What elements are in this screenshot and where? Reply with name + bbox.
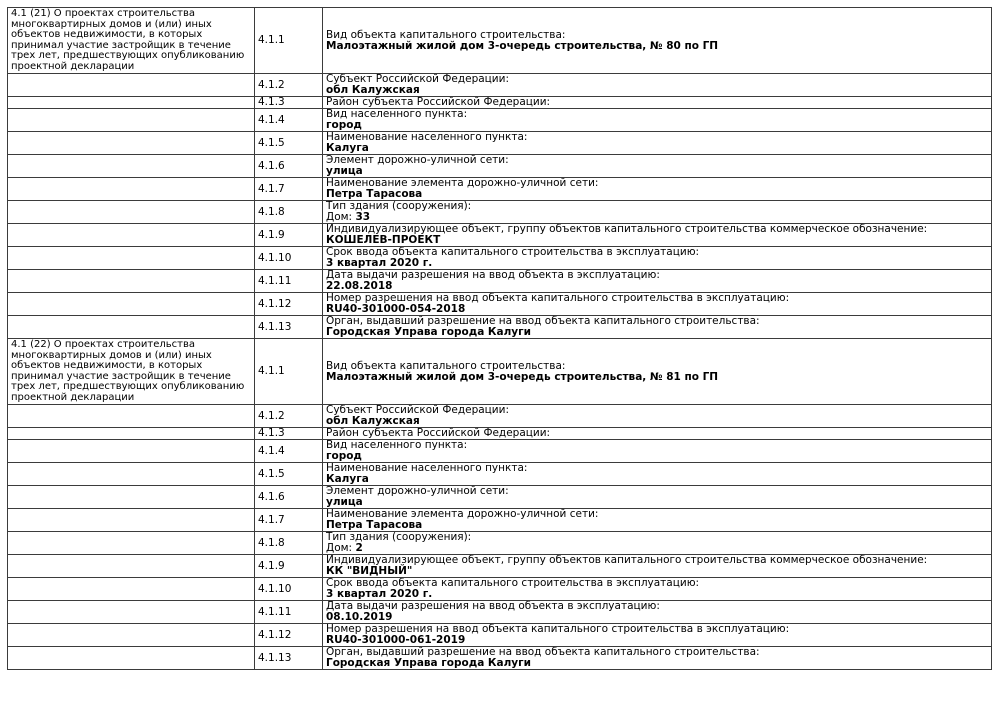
field-value — [326, 281, 989, 292]
row-content — [323, 624, 992, 647]
row-content — [323, 555, 992, 578]
field-label: Район субъекта Российской Федерации: — [326, 96, 551, 108]
field-label: Тип здания (сооружения): — [326, 200, 472, 212]
field-label: Орган, выдавший разрешение на ввод объекта капитального строительства: — [326, 646, 760, 658]
field-value-text: Петра Тарасова — [326, 519, 423, 531]
field-value — [326, 589, 989, 600]
row-code: 4.1.2 — [255, 74, 323, 97]
section-description-empty-cell — [8, 293, 255, 316]
field-label: Вид объекта капитального строительства: — [326, 28, 566, 41]
row-code: 4.1.4 — [255, 440, 323, 463]
section-description-empty-cell — [8, 486, 255, 509]
field-value-prefix: Дом: — [326, 211, 356, 223]
row-content — [323, 8, 992, 74]
field-value — [326, 235, 989, 246]
row-code: 4.1.1 — [255, 8, 323, 74]
section-description-empty-cell — [8, 224, 255, 247]
row-code: 4.1.7 — [255, 509, 323, 532]
field-label: Вид населенного пункта: — [326, 439, 468, 451]
field-value — [326, 212, 989, 223]
row-code: 4.1.7 — [255, 178, 323, 201]
field-value-text: 33 — [355, 211, 371, 223]
section-description-empty-cell — [8, 109, 255, 132]
field-value-text: RU40-301000-054-2018 — [326, 303, 466, 315]
section-description-empty-cell — [8, 247, 255, 270]
field-value-text: город — [326, 450, 362, 462]
field-value — [326, 372, 989, 383]
table-section — [8, 8, 992, 339]
field-label: Вид населенного пункта: — [326, 108, 468, 120]
field-label: Наименование элемента дорожно-уличной сети: — [326, 177, 599, 189]
field-value-text: 22.08.2018 — [326, 280, 393, 292]
table-row — [8, 578, 992, 601]
field-value — [326, 85, 989, 96]
field-value — [326, 612, 989, 623]
field-label: Наименование населенного пункта: — [326, 131, 528, 143]
row-content — [323, 578, 992, 601]
row-code: 4.1.8 — [255, 201, 323, 224]
field-value-text: улица — [326, 496, 363, 508]
field-value — [326, 41, 989, 52]
field-value — [326, 635, 989, 646]
field-value-text: Петра Тарасова — [326, 188, 423, 200]
table-row — [8, 201, 992, 224]
row-content — [323, 270, 992, 293]
field-value — [326, 416, 989, 427]
field-value — [326, 658, 989, 669]
row-content — [323, 601, 992, 624]
field-label: Вид объекта капитального строительства: — [326, 359, 566, 372]
row-content — [323, 224, 992, 247]
field-value-text: КОШЕЛЕВ-ПРОЕКТ — [326, 234, 441, 246]
row-code: 4.1.4 — [255, 109, 323, 132]
field-value — [326, 120, 989, 131]
field-value-text: 2 — [355, 542, 363, 554]
field-value-text: город — [326, 119, 362, 131]
section-description-empty-cell — [8, 74, 255, 97]
section-description-empty-cell — [8, 440, 255, 463]
row-code: 4.1.3 — [255, 97, 323, 109]
table-row — [8, 601, 992, 624]
table-row — [8, 155, 992, 178]
table-row — [8, 339, 992, 405]
field-value — [326, 327, 989, 338]
table-row — [8, 316, 992, 339]
row-content — [323, 428, 992, 440]
section-description-empty-cell — [8, 601, 255, 624]
row-content — [323, 405, 992, 428]
table-row — [8, 132, 992, 155]
field-value — [326, 304, 989, 315]
field-label: Элемент дорожно-уличной сети: — [326, 485, 509, 497]
row-content — [323, 178, 992, 201]
field-value — [326, 258, 989, 269]
table-row — [8, 463, 992, 486]
section-description-empty-cell — [8, 97, 255, 109]
field-label: Номер разрешения на ввод объекта капитального строительства в эксплуатацию: — [326, 292, 790, 304]
row-content — [323, 74, 992, 97]
row-content — [323, 463, 992, 486]
table-section — [8, 339, 992, 670]
row-content — [323, 486, 992, 509]
field-value — [326, 543, 989, 554]
table-row — [8, 270, 992, 293]
row-content — [323, 293, 992, 316]
field-label: Индивидуализирующее объект, группу объектов капитального строительства коммерческое обозначение: — [326, 223, 928, 235]
row-content — [323, 440, 992, 463]
field-value — [326, 566, 989, 577]
table-row — [8, 509, 992, 532]
field-value-text: обл Калужская — [326, 84, 420, 96]
field-value — [326, 143, 989, 154]
field-value-text: улица — [326, 165, 363, 177]
field-label: Номер разрешения на ввод объекта капитального строительства в эксплуатацию: — [326, 623, 790, 635]
row-code: 4.1.9 — [255, 224, 323, 247]
table-row — [8, 624, 992, 647]
section-description-empty-cell — [8, 555, 255, 578]
field-label: Элемент дорожно-уличной сети: — [326, 154, 509, 166]
field-value-text: Городская Управа города Калуги — [326, 326, 531, 338]
row-content — [323, 201, 992, 224]
table-row — [8, 428, 992, 440]
row-code: 4.1.11 — [255, 601, 323, 624]
table-row — [8, 97, 992, 109]
field-label: Субъект Российской Федерации: — [326, 73, 509, 85]
section-description-empty-cell — [8, 428, 255, 440]
field-value-text: Малоэтажный жилой дом 3-очередь строительства, № 80 по ГП — [326, 39, 719, 52]
section-description-empty-cell — [8, 578, 255, 601]
row-content — [323, 339, 992, 405]
field-label: Тип здания (сооружения): — [326, 531, 472, 543]
field-value-text: 3 квартал 2020 г. — [326, 257, 433, 269]
field-value-text: КК "ВИДНЫЙ" — [326, 565, 413, 577]
table-row — [8, 247, 992, 270]
section-description-empty-cell — [8, 647, 255, 670]
section-description-empty-cell — [8, 509, 255, 532]
field-label: Субъект Российской Федерации: — [326, 404, 509, 416]
field-value — [326, 474, 989, 485]
field-value — [326, 166, 989, 177]
field-value — [326, 520, 989, 531]
section-description-empty-cell — [8, 132, 255, 155]
row-code: 4.1.5 — [255, 463, 323, 486]
section-description-empty-cell — [8, 270, 255, 293]
table-row — [8, 178, 992, 201]
table-row — [8, 405, 992, 428]
row-code: 4.1.2 — [255, 405, 323, 428]
table-row — [8, 440, 992, 463]
table-row — [8, 647, 992, 670]
row-content — [323, 532, 992, 555]
field-label: Район субъекта Российской Федерации: — [326, 427, 551, 439]
row-code: 4.1.10 — [255, 247, 323, 270]
field-label: Дата выдачи разрешения на ввод объекта в эксплуатацию: — [326, 269, 660, 281]
field-label: Орган, выдавший разрешение на ввод объекта капитального строительства: — [326, 315, 760, 327]
table-row — [8, 486, 992, 509]
declaration-table — [7, 7, 992, 670]
field-value — [326, 189, 989, 200]
row-code: 4.1.11 — [255, 270, 323, 293]
table-row — [8, 8, 992, 74]
field-label: Наименование населенного пункта: — [326, 462, 528, 474]
field-value-text: Калуга — [326, 142, 369, 154]
table-row — [8, 224, 992, 247]
row-code: 4.1.8 — [255, 532, 323, 555]
section-description-empty-cell — [8, 178, 255, 201]
field-value-text: 3 квартал 2020 г. — [326, 588, 433, 600]
field-value-text: Калуга — [326, 473, 369, 485]
section-description-empty-cell — [8, 155, 255, 178]
section-description-empty-cell — [8, 405, 255, 428]
row-code: 4.1.6 — [255, 486, 323, 509]
field-label: Наименование элемента дорожно-уличной сети: — [326, 508, 599, 520]
field-label: Индивидуализирующее объект, группу объектов капитального строительства коммерческое обозначение: — [326, 554, 928, 566]
row-code: 4.1.3 — [255, 428, 323, 440]
table-row — [8, 555, 992, 578]
row-content — [323, 132, 992, 155]
table-row — [8, 293, 992, 316]
field-label: Срок ввода объекта капитального строительства в эксплуатацию: — [326, 577, 700, 589]
field-value-text: Малоэтажный жилой дом 3-очередь строительства, № 81 по ГП — [326, 370, 719, 383]
field-value-text: RU40-301000-061-2019 — [326, 634, 466, 646]
field-label: Срок ввода объекта капитального строительства в эксплуатацию: — [326, 246, 700, 258]
row-content — [323, 247, 992, 270]
section-description: 4.1 (22) О проектах строительства многоквартирных домов и (или) иных объектов недвижимости, в которых принимал участие застройщик в течение трех лет, предшествующих опубликованию проектной декларации — [8, 339, 255, 405]
row-content — [323, 155, 992, 178]
row-content — [323, 97, 992, 109]
row-content — [323, 647, 992, 670]
row-code: 4.1.12 — [255, 293, 323, 316]
field-value-text: Городская Управа города Калуги — [326, 657, 531, 669]
row-content — [323, 509, 992, 532]
row-code: 4.1.9 — [255, 555, 323, 578]
section-description: 4.1 (21) О проектах строительства многоквартирных домов и (или) иных объектов недвижимости, в которых принимал участие застройщик в течение трех лет, предшествующих опубликованию проектной декларации — [8, 8, 255, 74]
row-code: 4.1.12 — [255, 624, 323, 647]
section-description-empty-cell — [8, 316, 255, 339]
row-code: 4.1.1 — [255, 339, 323, 405]
field-value-prefix: Дом: — [326, 542, 356, 554]
field-label: Дата выдачи разрешения на ввод объекта в эксплуатацию: — [326, 600, 660, 612]
row-content — [323, 109, 992, 132]
row-code: 4.1.13 — [255, 316, 323, 339]
row-code: 4.1.6 — [255, 155, 323, 178]
section-description-empty-cell — [8, 532, 255, 555]
section-description-empty-cell — [8, 201, 255, 224]
section-description-empty-cell — [8, 624, 255, 647]
field-value — [326, 451, 989, 462]
row-code: 4.1.13 — [255, 647, 323, 670]
section-description-empty-cell — [8, 463, 255, 486]
field-value-text: обл Калужская — [326, 415, 420, 427]
table-row — [8, 109, 992, 132]
row-content — [323, 316, 992, 339]
field-value — [326, 497, 989, 508]
table-row — [8, 74, 992, 97]
row-code: 4.1.10 — [255, 578, 323, 601]
field-value-text: 08.10.2019 — [326, 611, 393, 623]
table-row — [8, 532, 992, 555]
row-code: 4.1.5 — [255, 132, 323, 155]
